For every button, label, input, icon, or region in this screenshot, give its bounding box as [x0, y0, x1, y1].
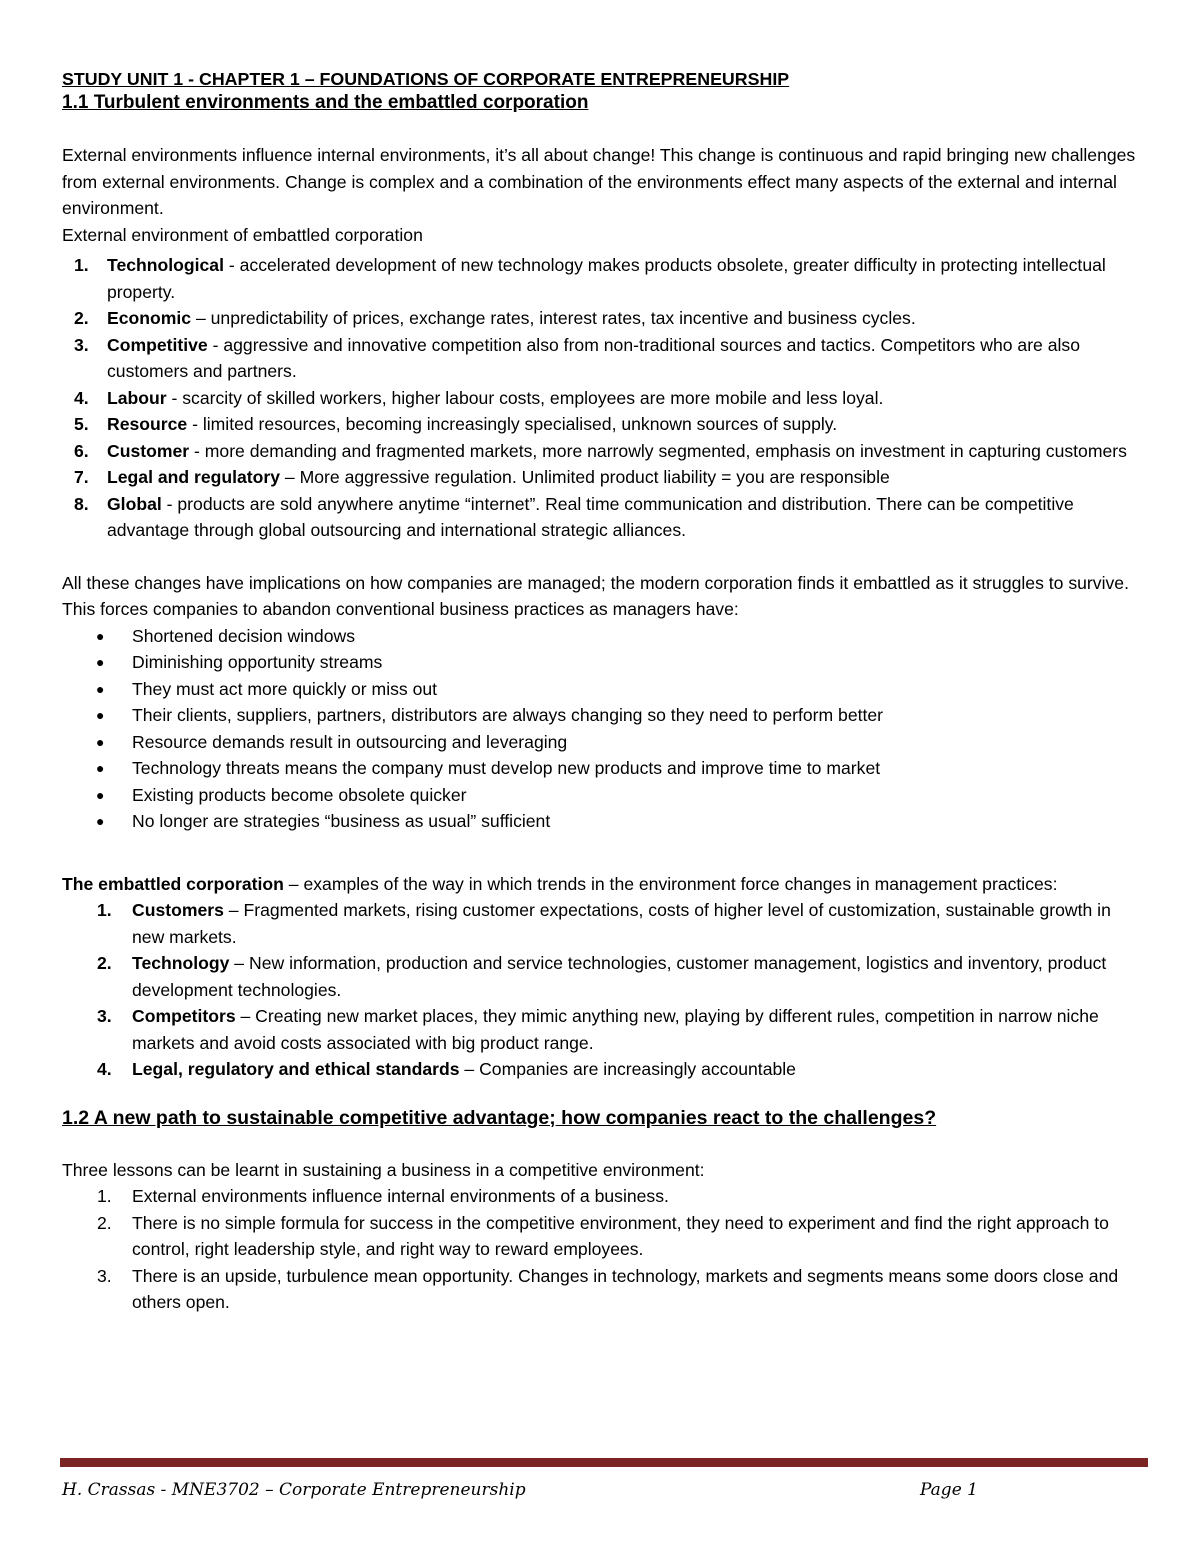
manager-bullet-list	[62, 623, 1147, 835]
section-1-intro: External environments influence internal environments, it’s all about change! This change is continuous and rapid bringing new challenges from external environments. Change is complex and a combination of the environments effect many aspects of the external and internal environment.	[62, 145, 1136, 218]
list-item: 3. There is an upside, turbulence mean opportunity. Changes in technology, markets and segments means some doors close and others open.	[97, 1265, 1119, 1312]
footer-author-course: H. Crassas - MNE3702 – Corporate Entrepreneurship	[62, 1480, 526, 1500]
page-number: Page 1	[920, 1480, 978, 1500]
bullet-item: ● Shortened decision windows	[96, 625, 355, 646]
environment-list	[62, 252, 1147, 544]
spacer	[62, 116, 1147, 142]
lessons-list	[62, 1183, 1147, 1316]
embattled-list	[62, 897, 1147, 1083]
document-page	[62, 68, 1147, 1316]
list-item: 3. Competitors – Creating new market places, they mimic anything new, playing by different rules, competition in narrow niche markets and avoid costs associated with big product range.	[97, 1006, 1099, 1053]
list-item: 2. Technology – New information, production and service technologies, customer management, logistics and inventory, product development technologies.	[97, 953, 1107, 1000]
list-item: 3. Competitive - aggressive and innovative competition also from non-traditional sources and tactics. Competitors who are also customers and partners.	[74, 334, 1081, 381]
list-item: 5. Resource - limited resources, becoming increasingly specialised, unknown sources of supply.	[74, 414, 838, 434]
list-item: 7. Legal and regulatory – More aggressive regulation. Unlimited product liability = you are responsible	[74, 467, 890, 487]
document-title: STUDY UNIT 1 - CHAPTER 1 – FOUNDATIONS OF CORPORATE ENTREPRENEURSHIP	[62, 69, 790, 89]
list-item: 4. Legal, regulatory and ethical standards – Companies are increasingly accountable	[97, 1059, 796, 1079]
section-2-heading: 1.2 A new path to sustainable competitive advantage; how companies react to the challenges?	[62, 1106, 937, 1129]
bullet-item: ● No longer are strategies “business as usual” sufficient	[96, 811, 551, 831]
bullet-item: ● They must act more quickly or miss out	[96, 678, 438, 699]
embattled-paragraph: The embattled corporation – examples of the way in which trends in the environment force changes in management practices:	[62, 873, 1058, 894]
spacer	[62, 1131, 1147, 1157]
list-intro: External environment of embattled corporation	[62, 224, 423, 245]
list-item: 2. There is no simple formula for success in the competitive environment, they need to experiment and find the right approach to control, right leadership style, and right way to reward employees.	[97, 1212, 1109, 1259]
bullet-item: ● Resource demands result in outsourcing and leveraging	[96, 731, 568, 752]
page-footer	[62, 1479, 1147, 1501]
spacer	[62, 544, 1147, 570]
list-item: 1. Customers – Fragmented markets, rising customer expectations, costs of higher level of customization, sustainable growth in new markets.	[97, 900, 1111, 947]
changes-paragraph: All these changes have implications on how companies are managed; the modern corporation finds it embattled as it struggles to survive. This forces companies to abandon conventional business practices as managers have:	[62, 572, 1129, 619]
bullet-item: ● Technology threats means the company must develop new products and improve time to market	[96, 758, 881, 778]
bullet-item: ● Diminishing opportunity streams	[96, 652, 383, 672]
spacer	[62, 835, 1147, 871]
list-item: 2. Economic – unpredictability of prices, exchange rates, interest rates, tax incentive and business cycles.	[74, 308, 916, 328]
list-item: 8. Global - products are sold anywhere anytime “internet”. Real time communication and distribution. There can be competitive advantage through global outsourcing and international strategic alliances.	[74, 493, 1074, 540]
bullet-item: ● Their clients, suppliers, partners, distributors are always changing so they need to perform better	[96, 705, 884, 725]
list-item: 1. Technological - accelerated development of new technology makes products obsolete, greater difficulty in protecting intellectual property.	[74, 255, 1106, 302]
list-item: 1. External environments influence internal environments of a business.	[97, 1186, 669, 1206]
section-2-intro: Three lessons can be learnt in sustaining a business in a competitive environment:	[62, 1159, 705, 1180]
list-item: 6. Customer - more demanding and fragmented markets, more narrowly segmented, emphasis on investment in capturing customers	[74, 440, 1127, 461]
list-item: 4. Labour - scarcity of skilled workers, higher labour costs, employees are more mobile and less loyal.	[74, 387, 884, 408]
footer-divider	[60, 1458, 1148, 1467]
section-1-heading: 1.1 Turbulent environments and the embattled corporation	[62, 92, 589, 113]
bullet-item: ● Existing products become obsolete quicker	[96, 784, 467, 805]
